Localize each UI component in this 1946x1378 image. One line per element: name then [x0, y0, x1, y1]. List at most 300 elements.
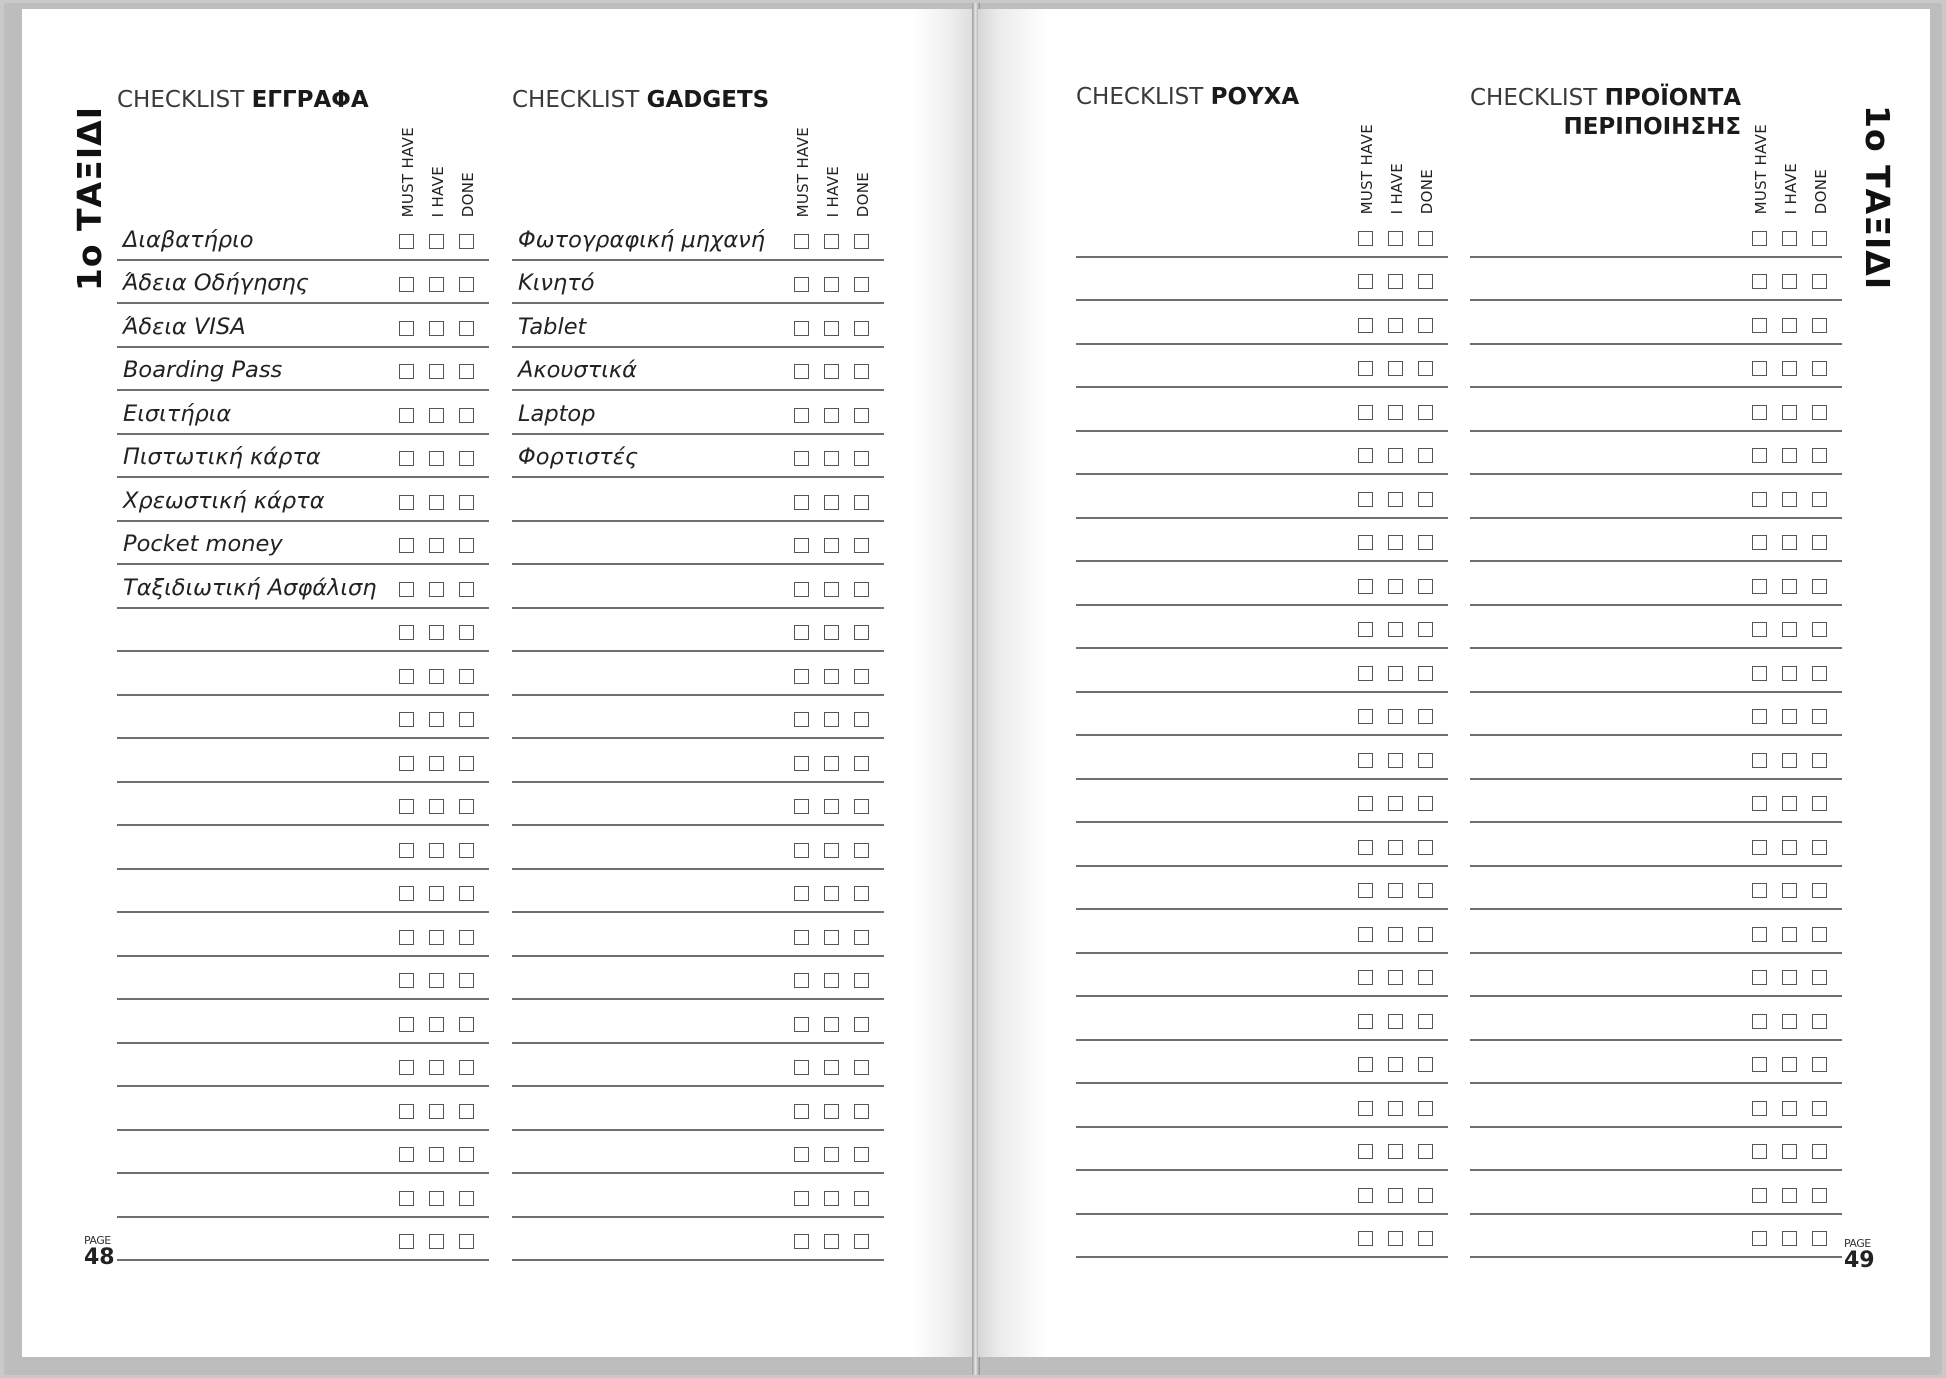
checkbox-done[interactable]	[1812, 231, 1827, 246]
checkbox-i-have[interactable]	[429, 756, 444, 771]
checkbox-done[interactable]	[1418, 492, 1433, 507]
checkbox-done[interactable]	[1418, 1188, 1433, 1203]
checkbox-group	[1748, 1011, 1838, 1029]
checkbox-done[interactable]	[459, 1060, 474, 1075]
checkbox-i-have[interactable]	[429, 234, 444, 249]
checkbox-i-have[interactable]	[1782, 970, 1797, 985]
checkbox-done[interactable]	[1418, 666, 1433, 681]
checkbox-i-have[interactable]	[1388, 274, 1403, 289]
checkbox-i-have[interactable]	[1782, 448, 1797, 463]
checkbox-i-have[interactable]	[429, 843, 444, 858]
checkbox-must-have[interactable]	[1358, 274, 1373, 289]
checkbox-i-have[interactable]	[429, 364, 444, 379]
checkbox-i-have[interactable]	[1388, 405, 1403, 420]
checkbox-must-have[interactable]	[1752, 796, 1767, 811]
checkbox-i-have[interactable]	[1782, 405, 1797, 420]
checkbox-done[interactable]	[459, 843, 474, 858]
checkbox-i-have[interactable]	[1782, 1188, 1797, 1203]
checkbox-must-have[interactable]	[399, 321, 414, 336]
checkbox-must-have[interactable]	[399, 1147, 414, 1162]
checkbox-must-have[interactable]	[1358, 666, 1373, 681]
checkbox-i-have[interactable]	[1388, 1188, 1403, 1203]
checkbox-must-have[interactable]	[399, 408, 414, 423]
checkbox-must-have[interactable]	[399, 669, 414, 684]
checkbox-i-have[interactable]	[1782, 753, 1797, 768]
checkbox-i-have[interactable]	[1388, 1057, 1403, 1072]
checkbox-must-have[interactable]	[1358, 492, 1373, 507]
checkbox-i-have[interactable]	[429, 625, 444, 640]
checkbox-i-have[interactable]	[429, 1104, 444, 1119]
checkbox-must-have[interactable]	[1752, 579, 1767, 594]
checkbox-done[interactable]	[459, 1234, 474, 1249]
checkbox-i-have[interactable]	[1388, 927, 1403, 942]
checkbox-done[interactable]	[459, 451, 474, 466]
checkbox-i-have[interactable]	[429, 712, 444, 727]
checklist-row	[1470, 954, 1842, 998]
checkbox-i-have[interactable]	[1388, 1014, 1403, 1029]
checkbox-done[interactable]	[854, 1191, 869, 1206]
checkbox-done[interactable]	[1418, 579, 1433, 594]
checkbox-i-have[interactable]	[824, 886, 839, 901]
checkbox-i-have[interactable]	[1388, 709, 1403, 724]
checkbox-must-have[interactable]	[1358, 753, 1373, 768]
checkbox-i-have[interactable]	[429, 582, 444, 597]
checkbox-must-have[interactable]	[794, 1017, 809, 1032]
checkbox-must-have[interactable]	[1752, 622, 1767, 637]
checkbox-i-have[interactable]	[824, 712, 839, 727]
checkbox-i-have[interactable]	[429, 408, 444, 423]
checkbox-done[interactable]	[459, 625, 474, 640]
checkbox-must-have[interactable]	[794, 712, 809, 727]
checkbox-i-have[interactable]	[429, 886, 444, 901]
checkbox-done[interactable]	[1812, 1231, 1827, 1246]
checkbox-i-have[interactable]	[429, 451, 444, 466]
checkbox-i-have[interactable]	[1782, 1057, 1797, 1072]
checkbox-must-have[interactable]	[794, 669, 809, 684]
checklist-row	[512, 1044, 884, 1088]
checkbox-done[interactable]	[1812, 970, 1827, 985]
checkbox-done[interactable]	[1418, 1101, 1433, 1116]
checkbox-done[interactable]	[1418, 274, 1433, 289]
checkbox-i-have[interactable]	[824, 321, 839, 336]
checkbox-must-have[interactable]	[399, 886, 414, 901]
checkbox-i-have[interactable]	[1782, 796, 1797, 811]
checkbox-done[interactable]	[854, 625, 869, 640]
checkbox-must-have[interactable]	[1358, 1188, 1373, 1203]
checkbox-must-have[interactable]	[1358, 1057, 1373, 1072]
checkbox-must-have[interactable]	[1752, 1188, 1767, 1203]
checkbox-must-have[interactable]	[1752, 927, 1767, 942]
checkbox-i-have[interactable]	[1388, 448, 1403, 463]
checkbox-must-have[interactable]	[1752, 709, 1767, 724]
checkbox-done[interactable]	[1418, 753, 1433, 768]
checkbox-done[interactable]	[459, 930, 474, 945]
checkbox-done[interactable]	[854, 799, 869, 814]
checkbox-i-have[interactable]	[1782, 1014, 1797, 1029]
checkbox-i-have[interactable]	[1388, 231, 1403, 246]
checkbox-i-have[interactable]	[824, 1191, 839, 1206]
checkbox-must-have[interactable]	[1358, 448, 1373, 463]
checkbox-done[interactable]	[459, 712, 474, 727]
checkbox-must-have[interactable]	[794, 1060, 809, 1075]
checkbox-must-have[interactable]	[399, 1104, 414, 1119]
checkbox-done[interactable]	[1418, 231, 1433, 246]
checkbox-i-have[interactable]	[1388, 492, 1403, 507]
checkbox-i-have[interactable]	[824, 408, 839, 423]
checkbox-must-have[interactable]	[1358, 622, 1373, 637]
checkbox-done[interactable]	[854, 1147, 869, 1162]
checkbox-must-have[interactable]	[1358, 927, 1373, 942]
checkbox-i-have[interactable]	[1782, 1144, 1797, 1159]
checkbox-i-have[interactable]	[1782, 492, 1797, 507]
checkbox-must-have[interactable]	[1358, 796, 1373, 811]
checkbox-done[interactable]	[1418, 709, 1433, 724]
checkbox-i-have[interactable]	[1388, 1101, 1403, 1116]
checkbox-must-have[interactable]	[1358, 535, 1373, 550]
checkbox-must-have[interactable]	[794, 234, 809, 249]
checkbox-i-have[interactable]	[429, 973, 444, 988]
checkbox-i-have[interactable]	[824, 1017, 839, 1032]
checkbox-must-have[interactable]	[794, 495, 809, 510]
checkbox-done[interactable]	[1812, 796, 1827, 811]
checkbox-done[interactable]	[459, 408, 474, 423]
checkbox-i-have[interactable]	[429, 321, 444, 336]
checkbox-must-have[interactable]	[399, 1191, 414, 1206]
checkbox-must-have[interactable]	[1358, 883, 1373, 898]
checkbox-must-have[interactable]	[794, 321, 809, 336]
checkbox-done[interactable]	[459, 756, 474, 771]
checkbox-must-have[interactable]	[1358, 970, 1373, 985]
checkbox-done[interactable]	[459, 277, 474, 292]
checkbox-done[interactable]	[1812, 1188, 1827, 1203]
checkbox-done[interactable]	[854, 843, 869, 858]
checkbox-done[interactable]	[1418, 535, 1433, 550]
checkbox-done[interactable]	[854, 712, 869, 727]
checkbox-done[interactable]	[1418, 448, 1433, 463]
checkbox-i-have[interactable]	[429, 669, 444, 684]
checkbox-i-have[interactable]	[1388, 535, 1403, 550]
checkbox-must-have[interactable]	[399, 1234, 414, 1249]
checkbox-must-have[interactable]	[1752, 1057, 1767, 1072]
checkbox-done[interactable]	[854, 1104, 869, 1119]
checkbox-must-have[interactable]	[794, 843, 809, 858]
checkbox-i-have[interactable]	[1388, 883, 1403, 898]
checkbox-must-have[interactable]	[399, 234, 414, 249]
checkbox-i-have[interactable]	[429, 495, 444, 510]
checkbox-must-have[interactable]	[1752, 492, 1767, 507]
checkbox-done[interactable]	[854, 930, 869, 945]
checkbox-done[interactable]	[1812, 579, 1827, 594]
checkbox-i-have[interactable]	[824, 756, 839, 771]
checkbox-i-have[interactable]	[1388, 796, 1403, 811]
checkbox-group	[790, 883, 880, 901]
checkbox-i-have[interactable]	[429, 538, 444, 553]
checkbox-done[interactable]	[1418, 840, 1433, 855]
checkbox-must-have[interactable]	[399, 1060, 414, 1075]
checkbox-must-have[interactable]	[1358, 579, 1373, 594]
checkbox-done[interactable]	[854, 1234, 869, 1249]
checkbox-i-have[interactable]	[1388, 840, 1403, 855]
checkbox-must-have[interactable]	[1752, 535, 1767, 550]
checkbox-must-have[interactable]	[1752, 448, 1767, 463]
checkbox-done[interactable]	[1812, 927, 1827, 942]
checkbox-must-have[interactable]	[1358, 709, 1373, 724]
checkbox-must-have[interactable]	[794, 1147, 809, 1162]
checkbox-must-have[interactable]	[399, 843, 414, 858]
checkbox-done[interactable]	[459, 321, 474, 336]
checkbox-must-have[interactable]	[399, 625, 414, 640]
checklist-row	[1076, 345, 1448, 389]
checkbox-done[interactable]	[1418, 405, 1433, 420]
checkbox-i-have[interactable]	[1782, 361, 1797, 376]
checkbox-must-have[interactable]	[1358, 1014, 1373, 1029]
checkbox-done[interactable]	[459, 1147, 474, 1162]
checkbox-done[interactable]	[1812, 709, 1827, 724]
checkbox-must-have[interactable]	[399, 712, 414, 727]
checkbox-i-have[interactable]	[824, 973, 839, 988]
checkbox-must-have[interactable]	[1752, 970, 1767, 985]
checkbox-must-have[interactable]	[1358, 361, 1373, 376]
checkbox-done[interactable]	[854, 973, 869, 988]
checkbox-done[interactable]	[1418, 318, 1433, 333]
checkbox-done[interactable]	[1812, 1014, 1827, 1029]
checkbox-must-have[interactable]	[794, 1191, 809, 1206]
checkbox-i-have[interactable]	[1782, 666, 1797, 681]
checkbox-i-have[interactable]	[1782, 840, 1797, 855]
checkbox-done[interactable]	[1812, 448, 1827, 463]
checkbox-must-have[interactable]	[1358, 405, 1373, 420]
checkbox-group	[395, 1057, 485, 1075]
checkbox-must-have[interactable]	[1358, 231, 1373, 246]
checkbox-i-have[interactable]	[429, 1017, 444, 1032]
checkbox-must-have[interactable]	[399, 973, 414, 988]
checkbox-i-have[interactable]	[824, 364, 839, 379]
checkbox-i-have[interactable]	[1388, 318, 1403, 333]
checkbox-i-have[interactable]	[824, 799, 839, 814]
checkbox-must-have[interactable]	[1358, 840, 1373, 855]
checklist-row	[1076, 301, 1448, 345]
checkbox-i-have[interactable]	[429, 930, 444, 945]
checkbox-i-have[interactable]	[824, 930, 839, 945]
checkbox-done[interactable]	[1812, 535, 1827, 550]
checkbox-i-have[interactable]	[429, 1060, 444, 1075]
checkbox-done[interactable]	[854, 234, 869, 249]
checkbox-done[interactable]	[854, 756, 869, 771]
checkbox-i-have[interactable]	[1782, 579, 1797, 594]
checkbox-must-have[interactable]	[399, 930, 414, 945]
checkbox-done[interactable]	[1812, 318, 1827, 333]
checkbox-must-have[interactable]	[794, 451, 809, 466]
checkbox-done[interactable]	[459, 973, 474, 988]
checkbox-done[interactable]	[854, 408, 869, 423]
checkbox-i-have[interactable]	[1782, 927, 1797, 942]
checkbox-done[interactable]	[459, 234, 474, 249]
checkbox-must-have[interactable]	[1752, 361, 1767, 376]
checkbox-done[interactable]	[1418, 1231, 1433, 1246]
checkbox-must-have[interactable]	[1752, 405, 1767, 420]
checkbox-done[interactable]	[854, 495, 869, 510]
checkbox-i-have[interactable]	[1782, 622, 1797, 637]
checkbox-done[interactable]	[459, 886, 474, 901]
checkbox-i-have[interactable]	[1782, 1101, 1797, 1116]
checkbox-must-have[interactable]	[1752, 753, 1767, 768]
checkbox-i-have[interactable]	[824, 234, 839, 249]
checkbox-done[interactable]	[854, 538, 869, 553]
checkbox-must-have[interactable]	[1752, 1231, 1767, 1246]
checkbox-must-have[interactable]	[399, 364, 414, 379]
checkbox-must-have[interactable]	[1752, 1144, 1767, 1159]
checkbox-must-have[interactable]	[1752, 840, 1767, 855]
checkbox-done[interactable]	[854, 1017, 869, 1032]
checkbox-done[interactable]	[459, 364, 474, 379]
checkbox-i-have[interactable]	[824, 1234, 839, 1249]
checkbox-done[interactable]	[854, 669, 869, 684]
checkbox-done[interactable]	[1812, 840, 1827, 855]
checkbox-must-have[interactable]	[1358, 1144, 1373, 1159]
checkbox-done[interactable]	[854, 364, 869, 379]
checkbox-i-have[interactable]	[824, 1060, 839, 1075]
checkbox-done[interactable]	[854, 321, 869, 336]
checkbox-i-have[interactable]	[1388, 970, 1403, 985]
checkbox-done[interactable]	[459, 582, 474, 597]
checkbox-done[interactable]	[459, 669, 474, 684]
checkbox-must-have[interactable]	[794, 364, 809, 379]
checkbox-group	[790, 709, 880, 727]
checkbox-done[interactable]	[1418, 1057, 1433, 1072]
checkbox-done[interactable]	[1812, 883, 1827, 898]
checklist-row	[1470, 606, 1842, 650]
checkbox-must-have[interactable]	[399, 582, 414, 597]
checkbox-i-have[interactable]	[824, 538, 839, 553]
checkbox-done[interactable]	[1418, 927, 1433, 942]
checkbox-must-have[interactable]	[794, 277, 809, 292]
checkbox-must-have[interactable]	[794, 756, 809, 771]
checkbox-must-have[interactable]	[1358, 318, 1373, 333]
checkbox-i-have[interactable]	[824, 1147, 839, 1162]
checkbox-done[interactable]	[459, 1104, 474, 1119]
checkbox-i-have[interactable]	[1782, 535, 1797, 550]
checkbox-must-have[interactable]	[794, 799, 809, 814]
checkbox-done[interactable]	[459, 538, 474, 553]
checkbox-done[interactable]	[459, 1191, 474, 1206]
checkbox-i-have[interactable]	[1782, 318, 1797, 333]
checkbox-i-have[interactable]	[824, 625, 839, 640]
checkbox-i-have[interactable]	[429, 1191, 444, 1206]
checkbox-i-have[interactable]	[1782, 231, 1797, 246]
checkbox-must-have[interactable]	[399, 799, 414, 814]
checkbox-must-have[interactable]	[1752, 666, 1767, 681]
checkbox-must-have[interactable]	[399, 495, 414, 510]
checkbox-done[interactable]	[459, 1017, 474, 1032]
checkbox-must-have[interactable]	[794, 408, 809, 423]
checkbox-i-have[interactable]	[429, 277, 444, 292]
checkbox-done[interactable]	[1418, 796, 1433, 811]
checkbox-i-have[interactable]	[1388, 361, 1403, 376]
checkbox-i-have[interactable]	[824, 669, 839, 684]
checkbox-i-have[interactable]	[429, 799, 444, 814]
checkbox-done[interactable]	[1812, 666, 1827, 681]
checkbox-i-have[interactable]	[1388, 1144, 1403, 1159]
checkbox-done[interactable]	[1812, 361, 1827, 376]
checkbox-done[interactable]	[1812, 1144, 1827, 1159]
checklist-row	[1470, 693, 1842, 737]
checkbox-done[interactable]	[1418, 883, 1433, 898]
checkbox-done[interactable]	[459, 495, 474, 510]
checkbox-done[interactable]	[1812, 405, 1827, 420]
checkbox-done[interactable]	[459, 799, 474, 814]
checkbox-must-have[interactable]	[1752, 231, 1767, 246]
checkbox-done[interactable]	[1812, 274, 1827, 289]
checkbox-i-have[interactable]	[1782, 883, 1797, 898]
checkbox-done[interactable]	[1812, 753, 1827, 768]
checkbox-group	[1748, 1098, 1838, 1116]
checkbox-must-have[interactable]	[794, 538, 809, 553]
checkbox-done[interactable]	[854, 451, 869, 466]
checkbox-i-have[interactable]	[824, 843, 839, 858]
checkbox-done[interactable]	[1418, 622, 1433, 637]
checkbox-i-have[interactable]	[824, 451, 839, 466]
checkbox-must-have[interactable]	[399, 1017, 414, 1032]
checkbox-done[interactable]	[854, 277, 869, 292]
checkbox-group	[790, 1144, 880, 1162]
checkbox-done[interactable]	[1418, 1144, 1433, 1159]
checkbox-done[interactable]	[1418, 1014, 1433, 1029]
checkbox-must-have[interactable]	[1752, 883, 1767, 898]
checkbox-i-have[interactable]	[1782, 1231, 1797, 1246]
checkbox-must-have[interactable]	[399, 756, 414, 771]
checkbox-must-have[interactable]	[1752, 318, 1767, 333]
checkbox-i-have[interactable]	[429, 1234, 444, 1249]
checkbox-must-have[interactable]	[1752, 1014, 1767, 1029]
checkbox-must-have[interactable]	[399, 277, 414, 292]
checkbox-must-have[interactable]	[794, 973, 809, 988]
checkbox-done[interactable]	[854, 1060, 869, 1075]
checkbox-i-have[interactable]	[1388, 753, 1403, 768]
checkbox-must-have[interactable]	[794, 1234, 809, 1249]
checkbox-must-have[interactable]	[399, 538, 414, 553]
checkbox-i-have[interactable]	[1782, 274, 1797, 289]
checkbox-done[interactable]	[1812, 492, 1827, 507]
checkbox-must-have[interactable]	[1358, 1101, 1373, 1116]
checkbox-done[interactable]	[854, 582, 869, 597]
checkbox-must-have[interactable]	[794, 625, 809, 640]
checkbox-must-have[interactable]	[794, 930, 809, 945]
checkbox-must-have[interactable]	[1752, 1101, 1767, 1116]
checkbox-must-have[interactable]	[1752, 274, 1767, 289]
checkbox-done[interactable]	[1812, 1101, 1827, 1116]
checkbox-must-have[interactable]	[794, 886, 809, 901]
checkbox-must-have[interactable]	[794, 1104, 809, 1119]
checkbox-i-have[interactable]	[1388, 666, 1403, 681]
checkbox-done[interactable]	[1812, 622, 1827, 637]
checkbox-i-have[interactable]	[824, 495, 839, 510]
checkbox-i-have[interactable]	[824, 582, 839, 597]
checkbox-done[interactable]	[1812, 1057, 1827, 1072]
checkbox-i-have[interactable]	[1782, 709, 1797, 724]
checkbox-must-have[interactable]	[399, 451, 414, 466]
checkbox-done[interactable]	[1418, 970, 1433, 985]
checkbox-i-have[interactable]	[1388, 622, 1403, 637]
checkbox-must-have[interactable]	[1358, 1231, 1373, 1246]
checkbox-done[interactable]	[854, 886, 869, 901]
checkbox-i-have[interactable]	[1388, 1231, 1403, 1246]
checkbox-i-have[interactable]	[824, 277, 839, 292]
checkbox-must-have[interactable]	[794, 582, 809, 597]
checkbox-i-have[interactable]	[429, 1147, 444, 1162]
checkbox-i-have[interactable]	[824, 1104, 839, 1119]
checkbox-done[interactable]	[1418, 361, 1433, 376]
checkbox-i-have[interactable]	[1388, 579, 1403, 594]
